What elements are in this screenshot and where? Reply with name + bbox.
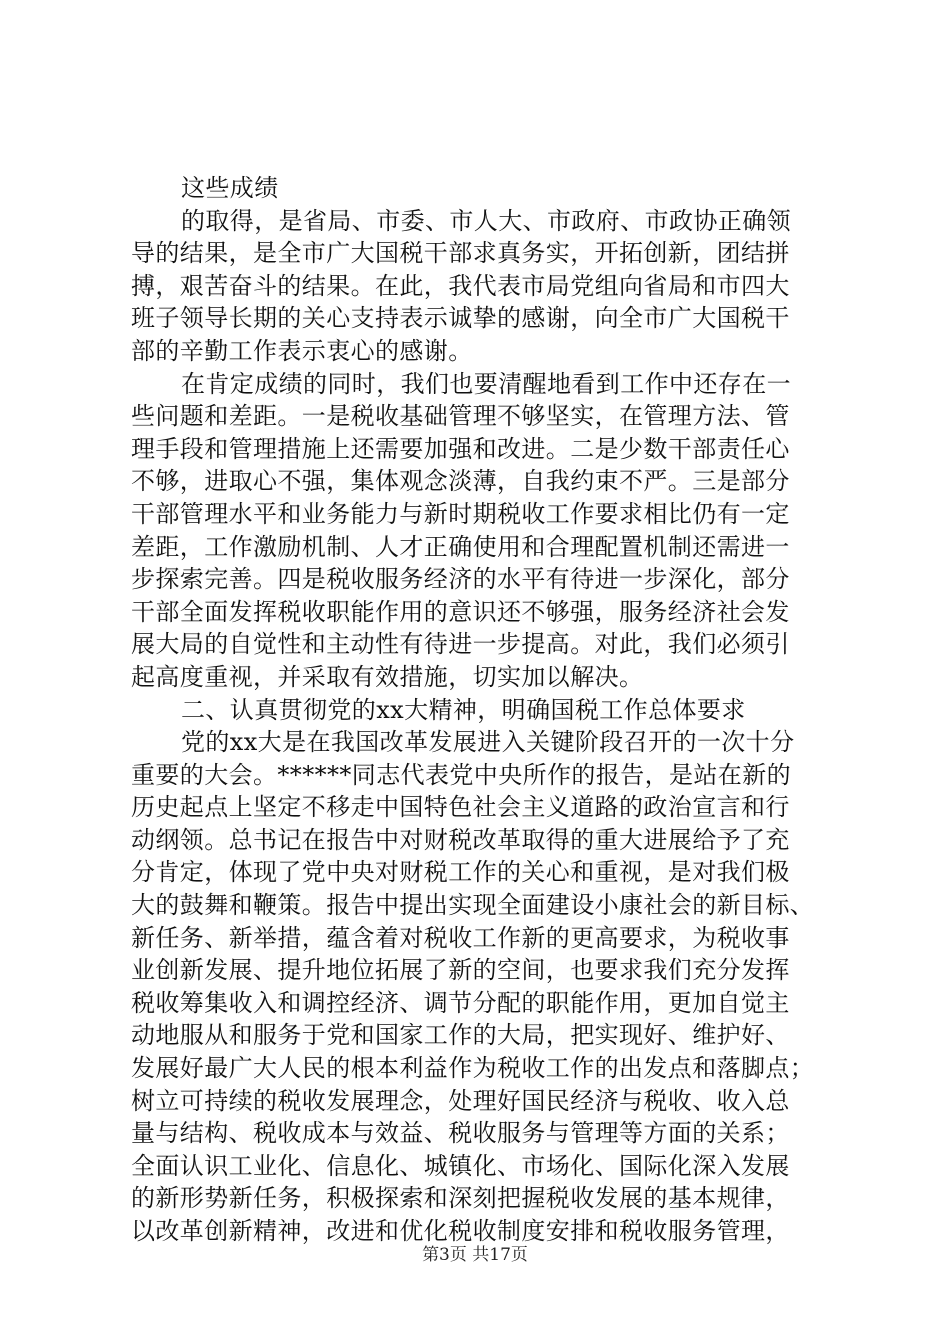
text-line: 量与结构、税收成本与效益、税收服务与管理等方面的关系；: [131, 1119, 790, 1148]
text-line: 新任务、新举措，蕴含着对税收工作新的更高要求，为税收事: [131, 923, 790, 952]
text-line: 展大局的自觉性和主动性有待进一步提高。对此，我们必须引: [131, 630, 790, 659]
text-line: 理手段和管理措施上还需要加强和改进。二是少数干部责任心: [131, 434, 790, 463]
text-line: 班子领导长期的关心支持表示诚挚的感谢，向全市广大国税干: [131, 304, 790, 333]
page-footer: 第3页 共17页: [422, 1245, 528, 1265]
text-line: 业创新发展、提升地位拓展了新的空间，也要求我们充分发挥: [131, 956, 790, 985]
text-line: 些问题和差距。一是税收基础管理不够坚实，在管理方法、管: [131, 402, 790, 431]
text-line: 差距，工作激励机制、人才正确使用和合理配置机制还需进一: [131, 532, 790, 561]
text-line: 税收筹集收入和调控经济、调节分配的职能作用，更加自觉主: [131, 988, 790, 1017]
text-line: 重要的大会。******同志代表党中央所作的报告，是站在新的: [131, 760, 791, 789]
text-line: 大的鼓舞和鞭策。报告中提出实现全面建设小康社会的新目标、: [131, 891, 815, 920]
text-line: 树立可持续的税收发展理念，处理好国民经济与税收、收入总: [131, 1086, 790, 1115]
text-line: 动地服从和服务于党和国家工作的大局，把实现好、维护好、: [131, 1021, 790, 1050]
text-line: 在肯定成绩的同时，我们也要清醒地看到工作中还存在一: [181, 369, 791, 398]
body-text: [131, 172, 843, 1248]
text-line: 干部管理水平和业务能力与新时期税收工作要求相比仍有一定: [131, 499, 790, 528]
text-line: 二、认真贯彻党的xx大精神，明确国税工作总体要求: [181, 695, 746, 724]
text-line: 这些成绩: [181, 174, 279, 202]
text-line: 导的结果，是全市广大国税干部求真务实，开拓创新，团结拼: [131, 239, 790, 268]
text-line: 动纲领。总书记在报告中对财税改革取得的重大进展给予了充: [131, 825, 790, 854]
text-line: 的新形势新任务，积极探索和深刻把握税收发展的基本规律，: [131, 1184, 790, 1213]
text-line: 历史起点上坚定不移走中国特色社会主义道路的政治宣言和行: [131, 793, 790, 822]
text-line: 全面认识工业化、信息化、城镇化、市场化、国际化深入发展: [131, 1151, 790, 1180]
text-line: 干部全面发挥税收职能作用的意识还不够强，服务经济社会发: [131, 597, 790, 626]
text-line: 部的辛勤工作表示衷心的感谢。: [131, 336, 473, 365]
text-line: 的取得，是省局、市委、市人大、市政府、市政协正确领: [181, 206, 791, 235]
text-line: 起高度重视，并采取有效措施，切实加以解决。: [131, 662, 644, 691]
text-line: 党的xx大是在我国改革发展进入关键阶段召开的一次十分: [181, 728, 795, 757]
text-line: 发展好最广大人民的根本利益作为税收工作的出发点和落脚点；: [131, 1054, 815, 1083]
text-line: 搏，艰苦奋斗的结果。在此，我代表市局党组向省局和市四大: [131, 271, 790, 300]
text-line: 以改革创新精神，改进和优化税收制度安排和税收服务管理，: [131, 1217, 790, 1245]
text-line: 分肯定，体现了党中央对财税工作的关心和重视，是对我们极: [131, 858, 790, 887]
text-line: 步探索完善。四是税收服务经济的水平有待进一步深化，部分: [131, 565, 790, 594]
text-line: 不够，进取心不强，集体观念淡薄，自我约束不严。三是部分: [131, 467, 790, 496]
